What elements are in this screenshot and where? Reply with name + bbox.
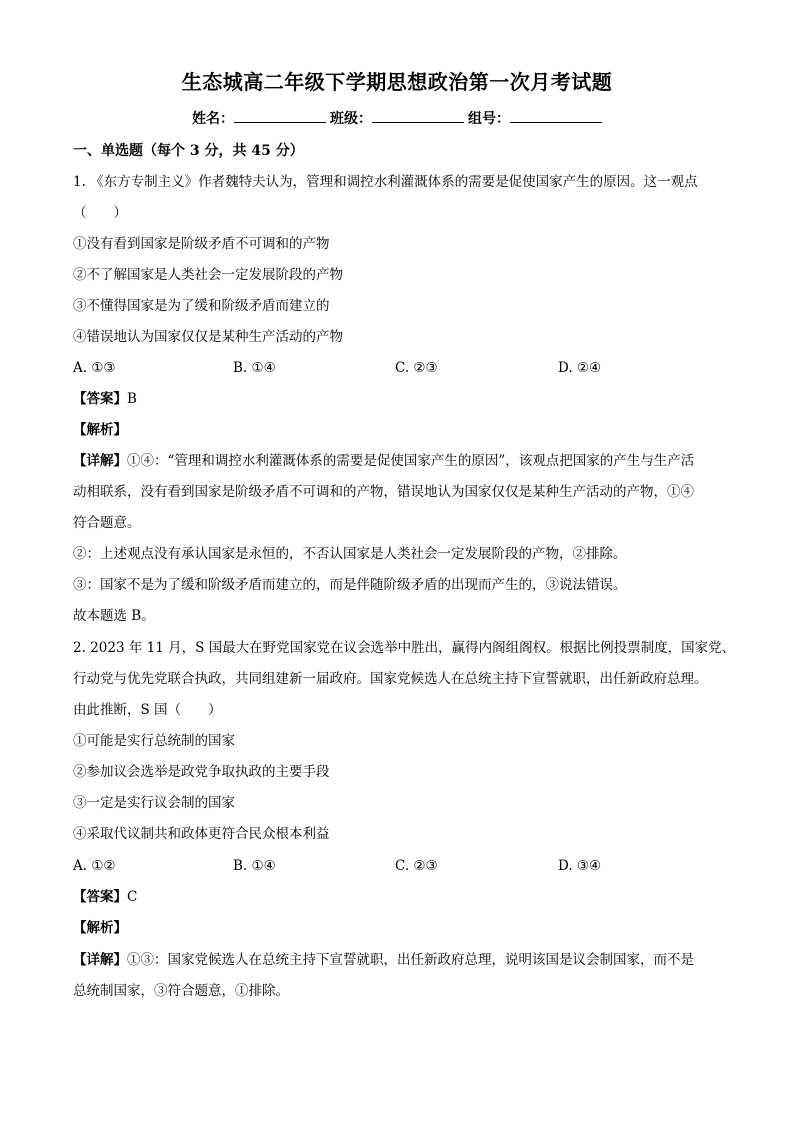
detail-tag: 【详解】 bbox=[73, 453, 127, 469]
q2-detail-line-1 bbox=[73, 950, 694, 970]
q1-item-2: ②不了解国家是人类社会一定发展阶段的产物 bbox=[73, 267, 343, 283]
group-blank bbox=[510, 108, 602, 123]
q1-detail-line-5: ③：国家不是为了缓和阶级矛盾而建立的，而是伴随阶级矛盾的出现而产生的，③说法错误。 bbox=[73, 577, 627, 593]
q1-option-b: B. ①④ bbox=[233, 360, 276, 376]
section-heading: 一、单选题（每个 3 分，共 45 分） bbox=[73, 143, 304, 159]
group-label: 组号： bbox=[468, 111, 510, 127]
q1-detail-line-3: 符合题意。 bbox=[73, 515, 141, 531]
q2-option-d: D. ③④ bbox=[558, 858, 602, 874]
q1-option-c: C. ②③ bbox=[395, 360, 438, 376]
q1-detail-line-2: 动相联系，没有看到国家是阶级矛盾不可调和的产物，错误地认为国家仅仅是某种生产活动的产物，①④ bbox=[73, 484, 694, 500]
q2-option-c: C. ②③ bbox=[395, 858, 438, 874]
answer-tag: 【答案】 bbox=[73, 391, 127, 407]
q1-item-3: ③不懂得国家是为了缓和阶级矛盾而建立的 bbox=[73, 298, 330, 314]
class-blank bbox=[372, 108, 464, 123]
q2-item-2: ②参加议会选举是政党争取执政的主要手段 bbox=[73, 764, 330, 780]
q1-detail-line-4: ②：上述观点没有承认国家是永恒的，不否认国家是人类社会一定发展阶段的产物，②排除。 bbox=[73, 546, 627, 562]
q2-analysis-tag: 【解析】 bbox=[73, 920, 127, 936]
q2-item-4: ④采取代议制共和政体更符合民众根本利益 bbox=[73, 826, 330, 842]
q2-detail-line-2: 总统制国家，③符合题意，①排除。 bbox=[73, 983, 289, 999]
q2-answer bbox=[73, 887, 137, 907]
q1-detail-line-1 bbox=[73, 451, 694, 471]
q1-stem-line-2: （ ） bbox=[73, 205, 127, 221]
answer-value: C bbox=[127, 889, 138, 905]
detail-text: ①③：国家党候选人在总统主持下宣誓就职，出任新政府总理，说明该国是议会制国家，而不是 bbox=[127, 952, 694, 968]
name-label: 姓名： bbox=[192, 111, 234, 127]
class-label: 班级： bbox=[330, 111, 372, 127]
q1-item-1: ①没有看到国家是阶级矛盾不可调和的产物 bbox=[73, 236, 330, 252]
q1-stem-line-1: 1. 《东方专制主义》作者魏特夫认为，管理和调控水利灌溉体系的需要是促使国家产生的原因。这一观点 bbox=[73, 174, 698, 190]
detail-tag: 【详解】 bbox=[73, 952, 127, 968]
answer-tag: 【答案】 bbox=[73, 889, 127, 905]
q2-stem-line-2: 行动党与优先党联合执政，共同组建新一届政府。国家党候选人在总统主持下宣誓就职，出任新政府总理。 bbox=[73, 671, 708, 687]
q2-stem-line-1: 2. 2023 年 11 月，S 国最大在野党国家党在议会选举中胜出，赢得内阁组阁权。根据比例投票制度，国家党、 bbox=[73, 640, 736, 656]
answer-value: B bbox=[127, 391, 137, 407]
q1-analysis-tag: 【解析】 bbox=[73, 422, 127, 438]
exam-title: 生态城高二年级下学期思想政治第一次月考试题 bbox=[181, 70, 613, 94]
q1-detail-line-6: 故本题选 B。 bbox=[73, 608, 155, 624]
q2-stem-line-3: 由此推断，S 国（ ） bbox=[73, 702, 222, 718]
q2-option-b: B. ①④ bbox=[233, 858, 276, 874]
q2-option-a: A. ①② bbox=[73, 858, 116, 874]
student-info-row bbox=[192, 108, 606, 128]
q2-item-3: ③一定是实行议会制的国家 bbox=[73, 795, 235, 811]
q1-answer bbox=[73, 389, 137, 409]
name-blank bbox=[234, 108, 326, 123]
q1-item-4: ④错误地认为国家仅仅是某种生产活动的产物 bbox=[73, 329, 343, 345]
detail-text: ①④：“管理和调控水利灌溉体系的需要是促使国家产生的原因”，该观点把国家的产生与生产活 bbox=[127, 453, 695, 469]
q1-option-d: D. ②④ bbox=[558, 360, 602, 376]
q1-option-a: A. ①③ bbox=[73, 360, 116, 376]
q2-item-1: ①可能是实行总统制的国家 bbox=[73, 733, 235, 749]
